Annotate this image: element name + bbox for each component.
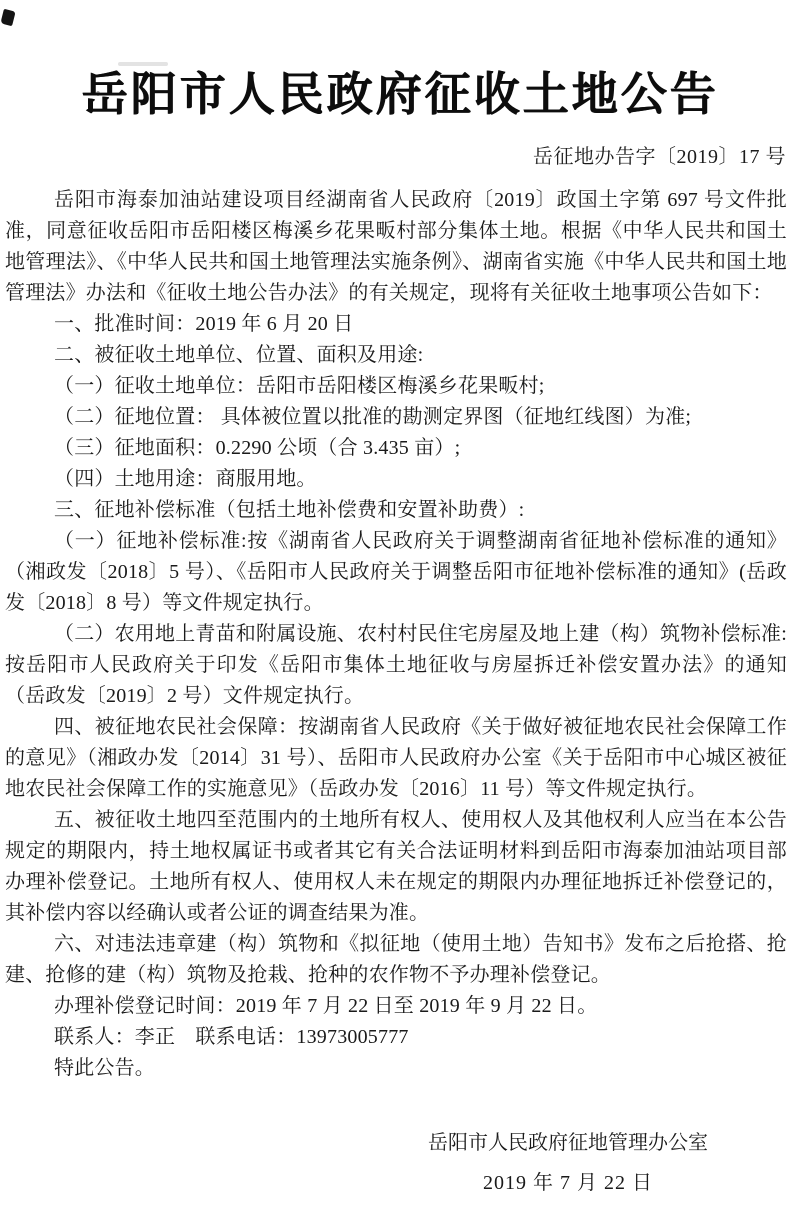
paragraph: 四、被征地农民社会保障：按湖南省人民政府《关于做好被征地农民社会保障工作的意见》（湘政办发〔2014〕31 号）、岳阳市人民政府办公室《关于岳阳市中心城区被征地农民社会保障工作的实施意见》（岳政办发〔2016〕11 号）等文件规定执行。 <box>5 716 787 800</box>
issuing-office-name: 岳阳市人民政府征地管理办公室 <box>428 1132 708 1154</box>
paragraph: 六、对违法违章建（构）筑物和《拟征地（使用土地）告知书》发布之后抢搭、抢建、抢修的建（构）筑物及抢栽、抢种的农作物不予办理补偿登记。 <box>5 933 787 986</box>
document-body <box>5 185 787 1084</box>
paragraph: 岳阳市海泰加油站建设项目经湖南省人民政府〔2019〕政国土字第 697 号文件批准，同意征收岳阳市岳阳楼区梅溪乡花果畈村部分集体土地。根据《中华人民共和国土地管理法》、《中华人民共和国土地管理法实施条例》、湖南省实施《中华人民共和国土地管理法》办法和《征收土地公告办法》的有关规定，现将有关征收土地事项公告如下： <box>5 189 787 304</box>
paragraph: 联系人：李正 联系电话：13973005777 <box>54 1026 409 1048</box>
paragraph: （四）土地用途：商服用地。 <box>54 468 317 490</box>
scan-artifact-corner-mark <box>0 9 15 26</box>
issue-date: 2019 年 7 月 22 日 <box>483 1172 653 1194</box>
paragraph: 办理补偿登记时间：2019 年 7 月 22 日至 2019 年 9 月 22 日。 <box>54 995 598 1017</box>
paragraph: 特此公告。 <box>54 1057 155 1079</box>
paragraph: 二、被征收土地单位、位置、面积及用途: <box>54 344 424 366</box>
document-title: 岳阳市人民政府征收土地公告 <box>81 69 719 120</box>
paragraph: 一、批准时间：2019 年 6 月 20 日 <box>54 313 354 335</box>
paragraph: （一）征收土地单位：岳阳市岳阳楼区梅溪乡花果畈村; <box>54 375 545 397</box>
signature-block <box>428 1126 708 1195</box>
paragraph: （二）征地位置： 具体被位置以批准的勘测定界图（征地红线图）为准; <box>54 406 692 428</box>
paragraph: （一）征地补偿标准:按《湖南省人民政府关于调整湖南省征地补偿标准的通知》（湘政发〔2018〕5 号）、《岳阳市人民政府关于调整岳阳市征地补偿标准的通知》(岳政发〔2018〕8 号）等文件规定执行。 <box>5 530 787 614</box>
paragraph: 五、被征收土地四至范围内的土地所有权人、使用权人及其他权利人应当在本公告规定的期限内，持土地权属证书或者其它有关合法证明材料到岳阳市海泰加油站项目部办理补偿登记。土地所有权人、使用权人未在规定的期限内办理征地拆迁补偿登记的，其补偿内容以经确认或者公证的调查结果为准。 <box>5 809 787 924</box>
document-number: 岳征地办告字〔2019〕17 号 <box>533 146 786 168</box>
paragraph: （三）征地面积：0.2290 公顷（合 3.435 亩）; <box>54 437 461 459</box>
paragraph: （二）农用地上青苗和附属设施、农村村民住宅房屋及地上建（构）筑物补偿标准:按岳阳市人民政府关于印发《岳阳市集体土地征收与房屋拆迁补偿安置办法》的通知（岳政发〔2019〕2 号）文件规定执行。 <box>5 623 787 707</box>
paragraph: 三、征地补偿标准（包括土地补偿费和安置补助费）: <box>54 499 525 521</box>
